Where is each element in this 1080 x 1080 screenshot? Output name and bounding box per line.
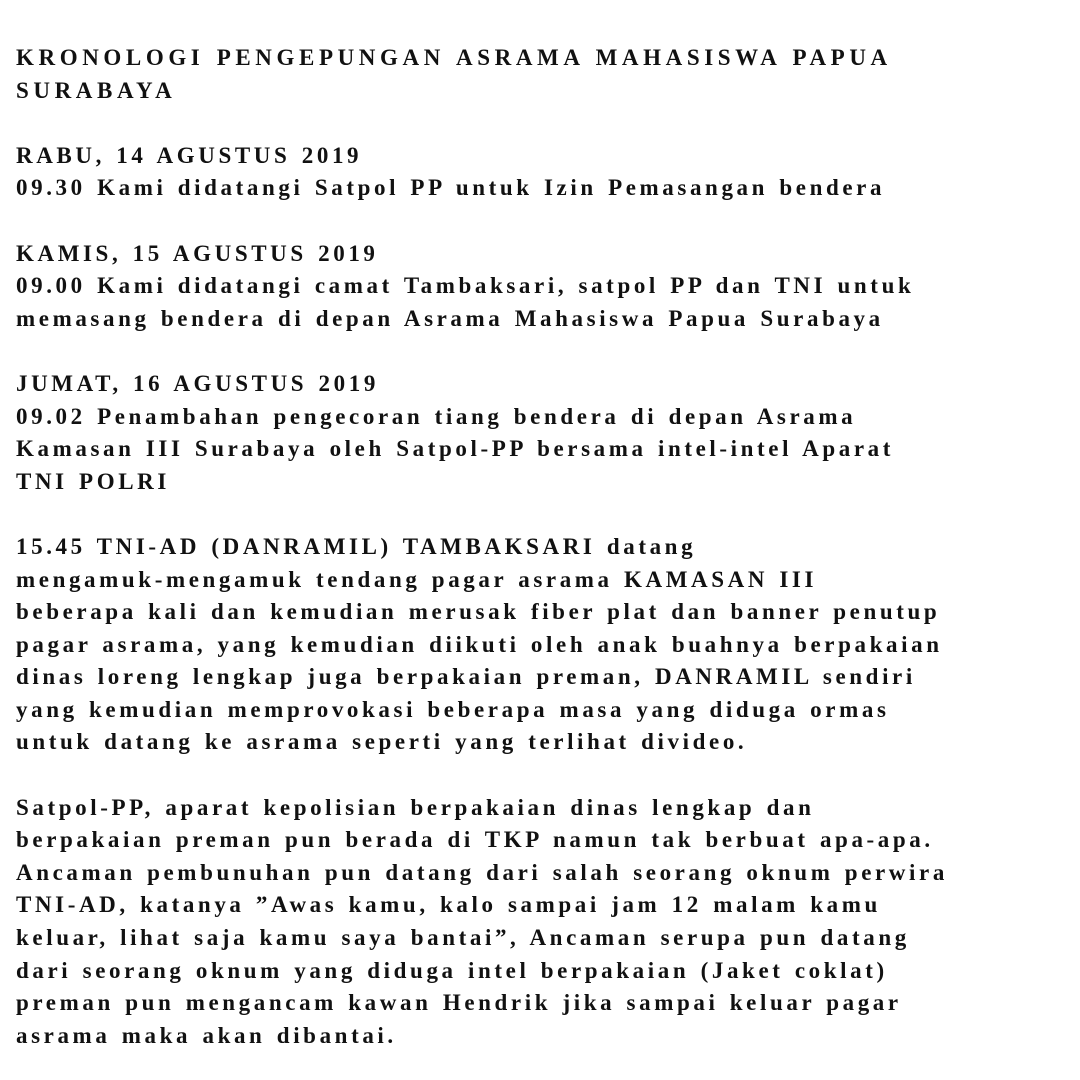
text-line: Kamasan III Surabaya oleh Satpol-PP bersama intel-intel Aparat (16, 436, 895, 462)
text-line: 09.00 Kami didatangi camat Tambaksari, satpol PP dan TNI untuk (16, 273, 915, 299)
section-ancaman (16, 792, 1072, 1053)
section-jumat (16, 368, 1072, 498)
text-line: mengamuk-mengamuk tendang pagar asrama KAMASAN III (16, 566, 818, 592)
text-line: yang kemudian memprovokasi beberapa masa yang diduga ormas (16, 696, 890, 722)
text-line: keluar, lihat saja kamu saya bantai”, Ancaman serupa pun datang (16, 925, 910, 951)
title-line: SURABAYA (16, 77, 177, 103)
text-line: dinas loreng lengkap juga berpakaian preman, DANRAMIL sendiri (16, 664, 916, 690)
text-line: preman pun mengancam kawan Hendrik jika sampai keluar pagar (16, 990, 902, 1016)
paragraph-gap (16, 335, 1072, 368)
text-line: 09.30 Kami didatangi Satpol PP untuk Izin Pemasangan bendera (16, 175, 886, 201)
section-kamis (16, 238, 1072, 336)
text-line: TNI POLRI (16, 468, 170, 494)
document-body (16, 42, 1072, 1052)
title-line: KRONOLOGI PENGEPUNGAN ASRAMA MAHASISWA PAPUA (16, 45, 892, 70)
text-line: pagar asrama, yang kemudian diikuti oleh anak buahnya berpakaian (16, 631, 943, 657)
text-line: asrama maka akan dibantai. (16, 1022, 397, 1048)
paragraph-gap (16, 205, 1072, 238)
date-heading: KAMIS, 15 AGUSTUS 2019 (16, 240, 379, 266)
text-line: berpakaian preman pun berada di TKP namun tak berbuat apa-apa. (16, 827, 934, 853)
text-line: Satpol-PP, aparat kepolisian berpakaian dinas lengkap dan (16, 794, 815, 820)
paragraph-gap (16, 498, 1072, 531)
text-line: 09.02 Penambahan pengecoran tiang bendera di depan Asrama (16, 403, 857, 429)
date-heading: JUMAT, 16 AGUSTUS 2019 (16, 370, 379, 396)
text-line: memasang bendera di depan Asrama Mahasiswa Papua Surabaya (16, 305, 884, 331)
text-line: 15.45 TNI-AD (DANRAMIL) TAMBAKSARI datang (16, 533, 697, 559)
text-line: untuk datang ke asrama seperti yang terlihat divideo. (16, 729, 748, 755)
section-danramil (16, 531, 1072, 759)
date-heading: RABU, 14 AGUSTUS 2019 (16, 142, 363, 168)
text-line: beberapa kali dan kemudian merusak fiber plat dan banner penutup (16, 599, 941, 625)
paragraph-gap (16, 759, 1072, 792)
paragraph-gap (16, 107, 1072, 140)
section-rabu (16, 140, 1072, 205)
text-line: TNI-AD, katanya ”Awas kamu, kalo sampai jam 12 malam kamu (16, 892, 881, 918)
document-title (16, 42, 1072, 107)
text-line: Ancaman pembunuhan pun datang dari salah seorang oknum perwira (16, 859, 948, 885)
text-line: dari seorang oknum yang diduga intel berpakaian (Jaket coklat) (16, 957, 888, 983)
